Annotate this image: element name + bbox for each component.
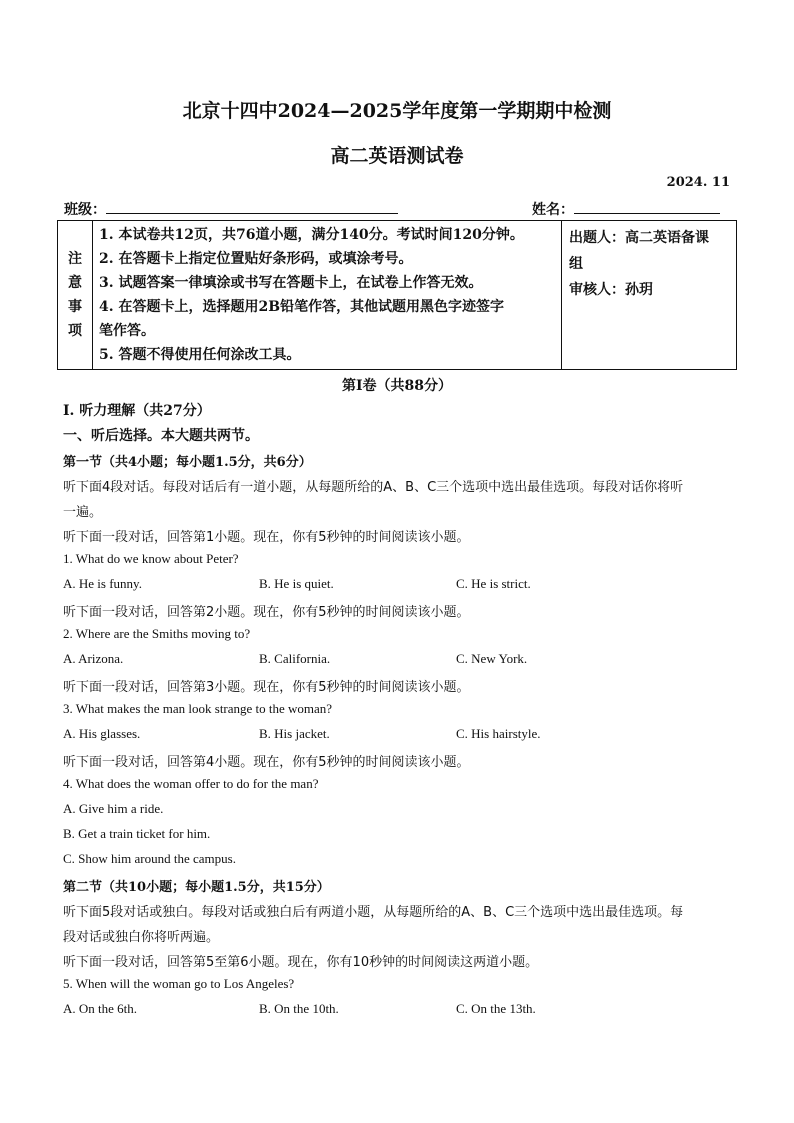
option-c[interactable]: C. He is strict. [456, 576, 531, 591]
notice-heading: 注 意 事 项 [58, 221, 93, 370]
question-text: 2. Where are the Smiths moving to? [63, 626, 251, 641]
notice-item: 4. 在答题卡上，选择题用2B铅笔作答，其他试题用黑色字迹签字 [99, 299, 505, 315]
question-text: 4. What does the woman offer to do for the man? [63, 776, 319, 791]
option-c[interactable]: C. His hairstyle. [456, 726, 541, 741]
notice-items [93, 221, 562, 370]
option-a[interactable]: A. He is funny. [63, 576, 142, 591]
notice-item: 笔作答。 [99, 323, 155, 339]
exam-date: 2024. 11 [666, 175, 730, 190]
question-text: 1. What do we know about Peter? [63, 551, 239, 566]
option-b[interactable]: B. On the 10th. [259, 1001, 339, 1016]
name-label: 姓名： [532, 202, 574, 218]
class-blank[interactable] [106, 200, 398, 214]
question-prompt: 听下面一段对话，回答第5至第6小题。现在，你有10秒钟的时间阅读这两道小题。 [63, 955, 539, 970]
volume-heading: 第Ⅰ卷（共88分） [341, 378, 453, 394]
question-prompt: 听下面一段对话，回答第3小题。现在，你有5秒钟的时间阅读该小题。 [63, 680, 470, 695]
notice-item: 3. 试题答案一律填涂或书写在答题卡上，在试卷上作答无效。 [99, 275, 483, 291]
exam-title: 北京十四中2024—2025学年度第一学期期中检测 [182, 100, 612, 122]
option-c[interactable]: C. New York. [456, 651, 528, 666]
setter-info: 出题人：高二英语备课 组 审核人：孙玥 [562, 221, 737, 370]
name-blank[interactable] [574, 200, 720, 214]
notice-item: 5. 答题不得使用任何涂改工具。 [99, 347, 301, 363]
name-field [532, 199, 720, 219]
option-b[interactable]: B. California. [259, 651, 331, 666]
instruction-text: 听下面5段对话或独白。每段对话或独白后有两道小题，从每题所给的A、B、C三个选项中选出最佳选项。每 [63, 905, 684, 920]
question-prompt: 听下面一段对话，回答第2小题。现在，你有5秒钟的时间阅读该小题。 [63, 605, 470, 620]
notice-table [57, 220, 737, 370]
question-text: 5. When will the woman go to Los Angeles? [63, 976, 295, 991]
option-c[interactable]: C. On the 13th. [456, 1001, 536, 1016]
part-subheading: 一、听后选择。本大题共两节。 [63, 428, 259, 444]
notice-item: 1. 本试卷共12页，共76道小题，满分140分。考试时间120分钟。 [99, 227, 524, 243]
instruction-text: 段对话或独白你将听两遍。 [63, 930, 220, 945]
option-b[interactable]: B. Get a train ticket for him. [63, 826, 211, 841]
option-c[interactable]: C. Show him around the campus. [63, 851, 236, 866]
option-a[interactable]: A. Arizona. [63, 651, 124, 666]
question-text: 3. What makes the man look strange to the woman? [63, 701, 333, 716]
option-a[interactable]: A. Give him a ride. [63, 801, 164, 816]
section-heading: 第二节（共10小题；每小题1.5分，共15分） [63, 880, 330, 895]
instruction-text: 听下面4段对话。每段对话后有一道小题，从每题所给的A、B、C三个选项中选出最佳选项。每段对话你将听 [63, 480, 684, 495]
part-heading: Ⅰ. 听力理解（共27分） [63, 403, 211, 419]
instruction-text: 一遍。 [63, 505, 103, 520]
class-label: 班级： [64, 202, 106, 218]
option-b[interactable]: B. He is quiet. [259, 576, 334, 591]
option-a[interactable]: A. On the 6th. [63, 1001, 138, 1016]
option-a[interactable]: A. His glasses. [63, 726, 141, 741]
notice-item: 2. 在答题卡上指定位置贴好条形码，或填涂考号。 [99, 251, 413, 267]
exam-subtitle: 高二英语测试卷 [330, 145, 464, 167]
question-prompt: 听下面一段对话，回答第4小题。现在，你有5秒钟的时间阅读该小题。 [63, 755, 470, 770]
option-b[interactable]: B. His jacket. [259, 726, 330, 741]
question-prompt: 听下面一段对话，回答第1小题。现在，你有5秒钟的时间阅读该小题。 [63, 530, 470, 545]
class-field [64, 199, 398, 219]
section-heading: 第一节（共4小题；每小题1.5分，共6分） [63, 455, 312, 470]
